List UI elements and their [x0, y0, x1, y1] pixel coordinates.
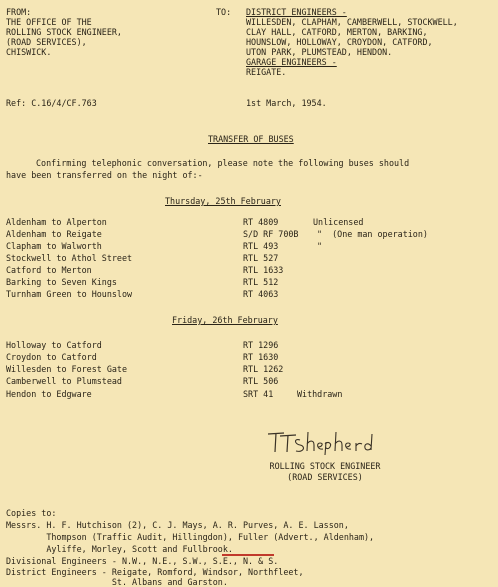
- bus-number: RTL 512: [243, 277, 279, 287]
- copies-line: Messrs. H. F. Hutchison (2), C. J. Mays, A. R. Purves, A. E. Lasson,: [6, 520, 349, 530]
- to-line: WILLESDEN, CLAPHAM, CAMBERWELL, STOCKWELL,: [246, 17, 458, 27]
- copies-line: Divisional Engineers - N.W., N.E., S.W., S.E., N. & S.: [6, 556, 279, 566]
- copies-line: St. Albans and Garston.: [6, 577, 228, 587]
- copies-line: Thompson (Traffic Audit, Hillingdon), Fuller (Advert., Aldenham),: [6, 532, 375, 542]
- route: Stockwell to Athol Street: [6, 253, 133, 263]
- copies-label: Copies to:: [6, 508, 57, 518]
- route: Barking to Seven Kings: [6, 277, 117, 287]
- to-label: TO:: [216, 7, 232, 17]
- from-line: THE OFFICE OF THE: [6, 17, 92, 27]
- intro-line: have been transferred on the night of:-: [6, 170, 203, 180]
- copies-line: District Engineers - Reigate, Romford, Windsor, Northfleet,: [6, 567, 304, 577]
- from-line: ROLLING STOCK ENGINEER,: [6, 27, 122, 37]
- route: Clapham to Walworth: [6, 241, 102, 251]
- bus-number: SRT 41: [243, 389, 274, 399]
- document-title: TRANSFER OF BUSES: [208, 134, 294, 144]
- bus-number: RTL 1262: [243, 364, 284, 374]
- bus-number: RT 4809: [243, 217, 279, 227]
- note: " (One man operation): [317, 229, 428, 239]
- bus-number: RT 4063: [243, 289, 279, 299]
- bus-number: RTL 1633: [243, 265, 284, 275]
- bus-number: RTL 527: [243, 253, 279, 263]
- route: Aldenham to Alperton: [6, 217, 107, 227]
- route: Hendon to Edgware: [6, 389, 92, 399]
- intro-line: Confirming telephonic conversation, please note the following buses should: [36, 158, 410, 168]
- handwritten-signature: [262, 428, 392, 456]
- copies-line: Ayliffe, Morley, Scott and Fullbrook.: [6, 544, 233, 554]
- to-line: UTON PARK, PLUMSTEAD, HENDON.: [246, 47, 393, 57]
- signature-title: (ROAD SERVICES): [287, 472, 363, 482]
- note: Withdrawn: [297, 389, 343, 399]
- to-heading: DISTRICT ENGINEERS -: [246, 7, 347, 17]
- to-line: HOUNSLOW, HOLLOWAY, CROYDON, CATFORD,: [246, 37, 433, 47]
- bus-number: S/D RF 700B: [243, 229, 299, 239]
- from-line: CHISWICK.: [6, 47, 52, 57]
- note: Unlicensed: [313, 217, 364, 227]
- garage-heading: GARAGE ENGINEERS -: [246, 57, 337, 67]
- bus-number: RTL 506: [243, 376, 279, 386]
- route: Aldenham to Reigate: [6, 229, 102, 239]
- garage-line: REIGATE.: [246, 67, 287, 77]
- from-label: FROM:: [6, 7, 32, 17]
- route: Croydon to Catford: [6, 352, 97, 362]
- section-heading: Thursday, 25th February: [165, 196, 281, 206]
- date: 1st March, 1954.: [246, 98, 327, 108]
- route: Camberwell to Plumstead: [6, 376, 122, 386]
- reference: Ref: C.16/4/CF.763: [6, 98, 97, 108]
- to-line: CLAY HALL, CATFORD, MERTON, BARKING,: [246, 27, 428, 37]
- route: Turnham Green to Hounslow: [6, 289, 133, 299]
- signature-text: [262, 442, 263, 443]
- route: Holloway to Catford: [6, 340, 102, 350]
- route: Catford to Merton: [6, 265, 92, 275]
- bus-number: RTL 493: [243, 241, 279, 251]
- note: ": [317, 241, 323, 251]
- bus-number: RT 1630: [243, 352, 279, 362]
- bus-number: RT 1296: [243, 340, 279, 350]
- from-line: (ROAD SERVICES),: [6, 37, 87, 47]
- section-heading: Friday, 26th February: [172, 315, 278, 325]
- route: Willesden to Forest Gate: [6, 364, 128, 374]
- signature-title: ROLLING STOCK ENGINEER: [269, 461, 381, 471]
